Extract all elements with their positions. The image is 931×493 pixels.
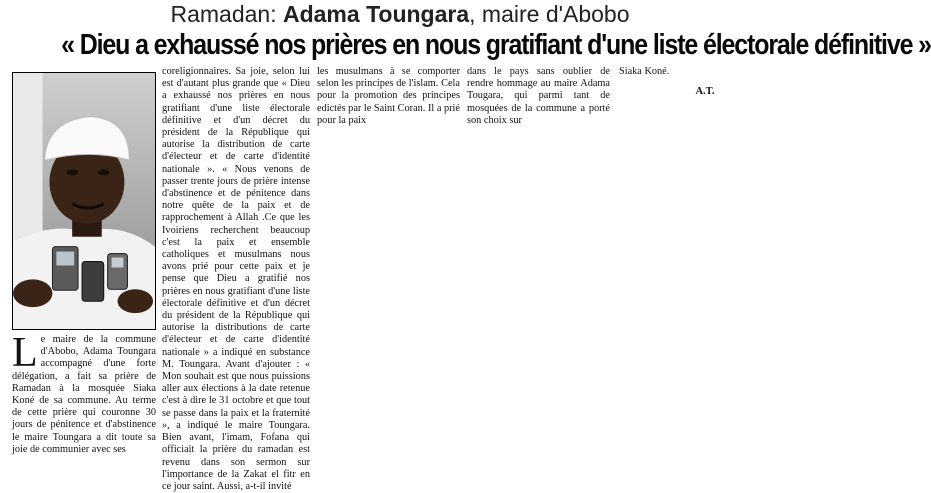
author-signature: A.T. — [695, 86, 715, 97]
article-column-4 — [467, 66, 610, 126]
column-5-text: Siaka Koné. — [619, 66, 670, 77]
kicker-prefix: Ramadan: — [170, 1, 283, 27]
column-1-text: e maire de la commune d'Abobo, Adama Toungara accompagné d'une forte délégation, a fait sa prière de Ramadan à la mosquée Siaka Koné de sa commune. Au terme de cette prière qui couronne 30 jours de pénitence et d'abstinence le maire Toungara a dit toute sa joie de communier avec ses — [12, 334, 156, 455]
article-column-1 — [12, 330, 156, 455]
column-2-text: coreligionnaires. Sa joie, selon lui est d'autant plus grande que « Dieu a exhaussé nos prières en nous gratifiant d'une liste électorale définitive et d'un décret du président de la République qui autorise la distribution de carte d'électeur et de carte d'identité nationale ». « Nous venons de passer trente jours de prière intense d'abstinence et de pénitence dans notre quête de la paix et de rapprochement à Allah .Ce que les Ivoiriens recherchent beaucoup c'est la paix et ensemble catholiques et musulmans nous avons prié pour cette paix et je pense que Dieu a gratifié nos prières en nous gratifiant d'une liste électorale définitive et d'un décret du président de la République qui autorise la distributions de carte d'électeur et de carte d'identité nationale » a indiqué en substance M. Toungara. Avant d'ajouter : « Mon souhait est que nous puissions aller aux élections à la date retenue c'est à dire le 31 octobre et que tout se passe dans la paix et la fraternité », a indiqué le maire Toungara. Bien avant, l'imam, Fofana qui officiait la prière du ramadan est revenu dans son sermon sur l'importance de la Zakat el fitr en ce jour saint. Aussi, a-t-il invité — [162, 66, 310, 492]
article-headline: « Dieu a exhaussé nos prières en nous gratifiant d'une liste électorale définitive » — [61, 29, 931, 61]
column-3-text: les musulmans à se comporter selon les principes de l'islam. Cela pour la promotion des principes edictés par le Saint Coran. Il a prié pour la paix — [317, 66, 460, 126]
article-column-3 — [317, 66, 460, 126]
article-column-2 — [162, 66, 310, 492]
kicker-suffix: , maire d'Abobo — [469, 1, 630, 27]
portrait-photo-icon — [12, 72, 156, 330]
kicker-name: Adama Toungara — [282, 1, 470, 27]
drop-cap: L — [12, 330, 38, 376]
article-kicker — [0, 1, 800, 27]
column-4-text: dans le pays sans oublier de rendre hommage au maire Adama Tougara, qui parmi tant de mosquées de la commune a porté son choix sur — [467, 66, 610, 126]
